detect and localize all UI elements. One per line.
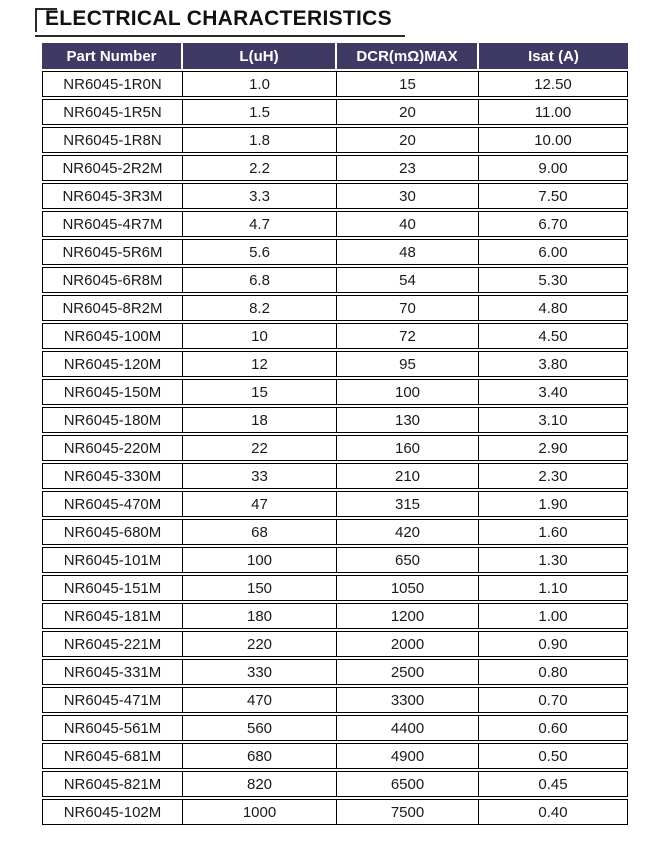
- col-header-part-number: Part Number: [42, 43, 183, 69]
- cell-inductance: 4.7: [183, 211, 337, 237]
- cell-isat: 1.60: [479, 519, 628, 545]
- cell-isat: 0.80: [479, 659, 628, 685]
- cell-dcr: 23: [337, 155, 479, 181]
- cell-part-number: NR6045-561M: [42, 715, 183, 741]
- cell-part-number: NR6045-180M: [42, 407, 183, 433]
- cell-part-number: NR6045-681M: [42, 743, 183, 769]
- col-header-isat: Isat (A): [479, 43, 628, 69]
- cell-part-number: NR6045-221M: [42, 631, 183, 657]
- cell-part-number: NR6045-8R2M: [42, 295, 183, 321]
- table-row: [42, 547, 628, 573]
- cell-inductance: 5.6: [183, 239, 337, 265]
- table-row: [42, 631, 628, 657]
- cell-dcr: 160: [337, 435, 479, 461]
- cell-isat: 12.50: [479, 71, 628, 97]
- cell-inductance: 10: [183, 323, 337, 349]
- cell-inductance: 18: [183, 407, 337, 433]
- cell-inductance: 12: [183, 351, 337, 377]
- cell-part-number: NR6045-4R7M: [42, 211, 183, 237]
- cell-dcr: 20: [337, 127, 479, 153]
- cell-isat: 2.30: [479, 463, 628, 489]
- cell-inductance: 47: [183, 491, 337, 517]
- cell-dcr: 650: [337, 547, 479, 573]
- cell-part-number: NR6045-821M: [42, 771, 183, 797]
- cell-part-number: NR6045-471M: [42, 687, 183, 713]
- table-row: [42, 379, 628, 405]
- cell-dcr: 315: [337, 491, 479, 517]
- cell-isat: 7.50: [479, 183, 628, 209]
- cell-part-number: NR6045-470M: [42, 491, 183, 517]
- cell-dcr: 40: [337, 211, 479, 237]
- cell-inductance: 68: [183, 519, 337, 545]
- cell-inductance: 150: [183, 575, 337, 601]
- cell-isat: 1.90: [479, 491, 628, 517]
- cell-dcr: 15: [337, 71, 479, 97]
- cell-inductance: 3.3: [183, 183, 337, 209]
- cell-dcr: 210: [337, 463, 479, 489]
- cell-dcr: 54: [337, 267, 479, 293]
- cell-dcr: 48: [337, 239, 479, 265]
- cell-isat: 4.80: [479, 295, 628, 321]
- cell-inductance: 15: [183, 379, 337, 405]
- cell-dcr: 7500: [337, 799, 479, 825]
- corner-bracket-icon: [35, 8, 57, 32]
- table-row: [42, 351, 628, 377]
- cell-inductance: 8.2: [183, 295, 337, 321]
- table-row: [42, 715, 628, 741]
- cell-dcr: 4400: [337, 715, 479, 741]
- cell-part-number: NR6045-151M: [42, 575, 183, 601]
- table-row: [42, 99, 628, 125]
- table-row: [42, 183, 628, 209]
- cell-inductance: 33: [183, 463, 337, 489]
- cell-isat: 1.10: [479, 575, 628, 601]
- cell-part-number: NR6045-101M: [42, 547, 183, 573]
- cell-isat: 10.00: [479, 127, 628, 153]
- cell-isat: 0.70: [479, 687, 628, 713]
- cell-inductance: 680: [183, 743, 337, 769]
- cell-isat: 3.40: [479, 379, 628, 405]
- cell-part-number: NR6045-220M: [42, 435, 183, 461]
- cell-isat: 3.80: [479, 351, 628, 377]
- cell-isat: 6.70: [479, 211, 628, 237]
- cell-part-number: NR6045-6R8M: [42, 267, 183, 293]
- cell-inductance: 560: [183, 715, 337, 741]
- col-header-inductance: L(uH): [183, 43, 337, 69]
- cell-dcr: 2000: [337, 631, 479, 657]
- cell-isat: 0.50: [479, 743, 628, 769]
- cell-isat: 0.45: [479, 771, 628, 797]
- cell-dcr: 6500: [337, 771, 479, 797]
- cell-inductance: 220: [183, 631, 337, 657]
- cell-isat: 1.00: [479, 603, 628, 629]
- cell-dcr: 20: [337, 99, 479, 125]
- cell-isat: 11.00: [479, 99, 628, 125]
- table-row: [42, 323, 628, 349]
- table-row: [42, 211, 628, 237]
- cell-part-number: NR6045-150M: [42, 379, 183, 405]
- table-row: [42, 239, 628, 265]
- cell-isat: 0.60: [479, 715, 628, 741]
- cell-isat: 0.90: [479, 631, 628, 657]
- cell-dcr: 95: [337, 351, 479, 377]
- table-row: [42, 407, 628, 433]
- table-row: [42, 687, 628, 713]
- cell-inductance: 2.2: [183, 155, 337, 181]
- cell-part-number: NR6045-1R8N: [42, 127, 183, 153]
- cell-part-number: NR6045-2R2M: [42, 155, 183, 181]
- table-row: [42, 155, 628, 181]
- table-row: [42, 799, 628, 825]
- table-row: [42, 267, 628, 293]
- cell-part-number: NR6045-330M: [42, 463, 183, 489]
- cell-dcr: 30: [337, 183, 479, 209]
- cell-dcr: 1050: [337, 575, 479, 601]
- cell-inductance: 22: [183, 435, 337, 461]
- cell-isat: 3.10: [479, 407, 628, 433]
- cell-part-number: NR6045-5R6M: [42, 239, 183, 265]
- cell-part-number: NR6045-100M: [42, 323, 183, 349]
- table-row: [42, 491, 628, 517]
- table-row: [42, 771, 628, 797]
- cell-inductance: 1.8: [183, 127, 337, 153]
- cell-dcr: 2500: [337, 659, 479, 685]
- table-row: [42, 659, 628, 685]
- cell-isat: 9.00: [479, 155, 628, 181]
- electrical-characteristics-table: [42, 41, 628, 827]
- cell-inductance: 180: [183, 603, 337, 629]
- cell-isat: 2.90: [479, 435, 628, 461]
- table-row: [42, 575, 628, 601]
- page-title: ELECTRICAL CHARACTERISTICS: [45, 7, 392, 30]
- cell-part-number: NR6045-3R3M: [42, 183, 183, 209]
- table-row: [42, 519, 628, 545]
- cell-dcr: 3300: [337, 687, 479, 713]
- table-row: [42, 743, 628, 769]
- cell-dcr: 100: [337, 379, 479, 405]
- cell-inductance: 1.0: [183, 71, 337, 97]
- cell-part-number: NR6045-680M: [42, 519, 183, 545]
- cell-inductance: 330: [183, 659, 337, 685]
- section-title-block: [35, 5, 407, 37]
- cell-dcr: 72: [337, 323, 479, 349]
- cell-part-number: NR6045-1R5N: [42, 99, 183, 125]
- table-row: [42, 295, 628, 321]
- cell-isat: 6.00: [479, 239, 628, 265]
- cell-isat: 0.40: [479, 799, 628, 825]
- cell-part-number: NR6045-1R0N: [42, 71, 183, 97]
- table-row: [42, 463, 628, 489]
- cell-part-number: NR6045-181M: [42, 603, 183, 629]
- cell-isat: 4.50: [479, 323, 628, 349]
- table-row: [42, 127, 628, 153]
- cell-inductance: 1000: [183, 799, 337, 825]
- cell-part-number: NR6045-120M: [42, 351, 183, 377]
- cell-dcr: 1200: [337, 603, 479, 629]
- table-header-row: [42, 43, 628, 69]
- cell-dcr: 4900: [337, 743, 479, 769]
- cell-dcr: 420: [337, 519, 479, 545]
- table-row: [42, 603, 628, 629]
- col-header-dcr: DCR(mΩ)MAX: [337, 43, 479, 69]
- cell-dcr: 130: [337, 407, 479, 433]
- table-row: [42, 71, 628, 97]
- cell-inductance: 100: [183, 547, 337, 573]
- cell-inductance: 820: [183, 771, 337, 797]
- cell-isat: 5.30: [479, 267, 628, 293]
- cell-inductance: 1.5: [183, 99, 337, 125]
- cell-inductance: 470: [183, 687, 337, 713]
- cell-dcr: 70: [337, 295, 479, 321]
- cell-inductance: 6.8: [183, 267, 337, 293]
- title-underline: [35, 35, 405, 37]
- cell-part-number: NR6045-102M: [42, 799, 183, 825]
- table-row: [42, 435, 628, 461]
- cell-part-number: NR6045-331M: [42, 659, 183, 685]
- cell-isat: 1.30: [479, 547, 628, 573]
